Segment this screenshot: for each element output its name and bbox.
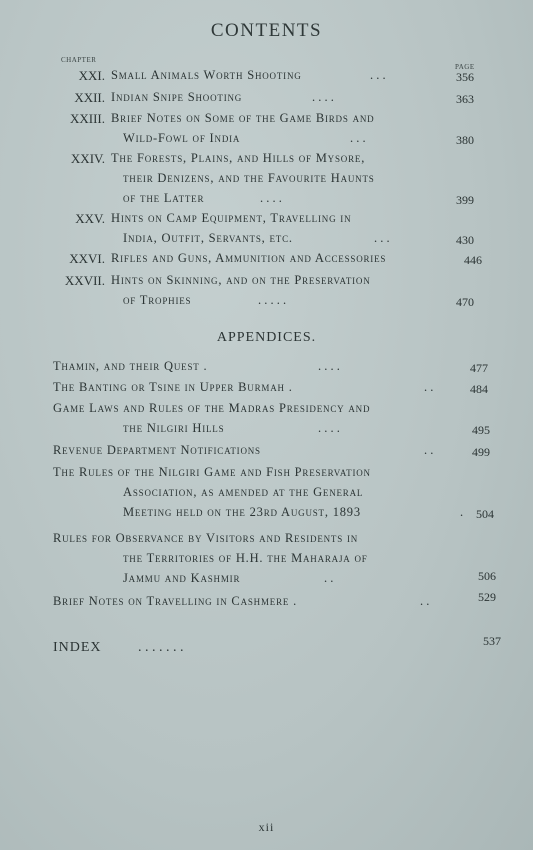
toc-entry-chapter-26 bbox=[0, 251, 533, 271]
appendix-title-continued: Meeting held on the 23rd August, 1893 bbox=[123, 505, 361, 519]
chapter-title-continued: their Denizens, and the Favourite Haunts bbox=[123, 171, 375, 185]
toc-entry-appendix-cont2 bbox=[0, 505, 533, 525]
appendix-title: The Rules of the Nilgiri Game and Fish Preservation bbox=[53, 465, 371, 479]
chapter-title: Rifles and Guns, Ammunition and Accessories bbox=[111, 251, 387, 265]
chapter-number: XXII. bbox=[74, 90, 105, 105]
leader-dots: . . . bbox=[374, 231, 390, 245]
page-number: 529 bbox=[478, 590, 496, 604]
toc-entry-appendix bbox=[0, 465, 533, 485]
page-number: 380 bbox=[456, 133, 474, 147]
leader-dots: . . bbox=[424, 380, 434, 394]
page-number: 495 bbox=[472, 423, 490, 437]
appendices-heading: APPENDICES. bbox=[216, 330, 317, 345]
toc-entry-chapter-25 bbox=[0, 211, 533, 231]
appendix-title: The Banting or Tsine in Upper Burmah . bbox=[53, 380, 293, 394]
appendix-title-continued: Jammu and Kashmir bbox=[123, 571, 241, 585]
leader-dots: . . . . bbox=[318, 359, 340, 373]
chapter-number: XXIII. bbox=[69, 111, 105, 126]
toc-entry-appendix-cont2 bbox=[0, 571, 533, 591]
chapter-title: Indian Snipe Shooting bbox=[111, 90, 243, 104]
toc-entry-chapter-22 bbox=[0, 90, 533, 110]
chapter-title-continued: of Trophies bbox=[123, 293, 192, 307]
leader-dots: . . bbox=[324, 571, 334, 585]
page-number: 504 bbox=[476, 507, 494, 521]
page-number: 363 bbox=[456, 92, 474, 106]
appendix-title: Rules for Observance by Visitors and Residents in bbox=[53, 531, 359, 545]
folio-page-number: xii bbox=[258, 820, 275, 834]
toc-entry-appendix-cont bbox=[0, 551, 533, 571]
leader-dots: . . . bbox=[350, 131, 366, 145]
chapter-title-continued: India, Outfit, Servants, etc. bbox=[123, 231, 293, 245]
chapter-title: Brief Notes on Some of the Game Birds and bbox=[111, 111, 375, 125]
leader-dots: . . . . . bbox=[258, 293, 287, 307]
chapter-number: XXVI. bbox=[69, 251, 105, 266]
toc-entry-appendix bbox=[0, 401, 533, 421]
toc-entry-appendix bbox=[0, 531, 533, 551]
page-number: 430 bbox=[456, 233, 474, 247]
toc-entry-chapter-23-cont bbox=[0, 131, 533, 151]
leader-dots: . . . . bbox=[312, 90, 334, 104]
chapter-number: XXV. bbox=[75, 211, 105, 226]
leader-dots: . . bbox=[424, 443, 434, 457]
toc-entry-appendix bbox=[0, 380, 533, 400]
toc-entry-chapter-27 bbox=[0, 273, 533, 293]
page-number: 499 bbox=[472, 445, 490, 459]
index-label: INDEX bbox=[53, 640, 102, 655]
page-number: 399 bbox=[456, 193, 474, 207]
toc-entry-chapter-23 bbox=[0, 111, 533, 131]
toc-entry-chapter-24-cont bbox=[0, 171, 533, 191]
toc-entry-appendix bbox=[0, 590, 533, 614]
toc-entry-chapter-24 bbox=[0, 151, 533, 171]
page-number: 537 bbox=[483, 634, 501, 648]
chapter-number: XXVII. bbox=[64, 273, 105, 288]
appendix-title-continued: Association, as amended at the General bbox=[123, 485, 364, 499]
page-number: 484 bbox=[470, 382, 488, 396]
appendix-title-continued: the Nilgiri Hills bbox=[123, 421, 225, 435]
page-number: 470 bbox=[456, 295, 474, 309]
toc-entry-chapter-27-cont bbox=[0, 293, 533, 313]
chapter-title: Small Animals Worth Shooting bbox=[111, 68, 302, 82]
chapter-column-header: CHAPTER bbox=[61, 56, 97, 64]
page-number: 506 bbox=[478, 569, 496, 583]
toc-entry-appendix bbox=[0, 359, 533, 379]
appendix-title: Thamin, and their Quest . bbox=[53, 359, 208, 373]
chapter-number: XXIV. bbox=[70, 151, 105, 166]
leader-dots: . . . . . . . bbox=[138, 640, 184, 655]
chapter-title: The Forests, Plains, and Hills of Mysore, bbox=[111, 151, 366, 165]
appendix-title: Game Laws and Rules of the Madras Presidency and bbox=[53, 401, 371, 415]
toc-entry-appendix-cont bbox=[0, 421, 533, 441]
toc-entry-appendix-cont bbox=[0, 485, 533, 505]
toc-entry-chapter-24-cont2 bbox=[0, 191, 533, 211]
toc-entry-appendix bbox=[0, 443, 533, 463]
page-number: 477 bbox=[470, 361, 488, 375]
page-number: 356 bbox=[456, 70, 474, 84]
chapter-title-continued: of the Latter bbox=[123, 191, 205, 205]
appendix-title: Revenue Department Notifications bbox=[53, 443, 261, 457]
leader-dots: . . . . bbox=[318, 421, 340, 435]
leader-dots: . . . . bbox=[260, 191, 282, 205]
leader-dots: . bbox=[460, 505, 464, 519]
page-number: 446 bbox=[464, 253, 482, 267]
page-title: CONTENTS bbox=[210, 20, 323, 41]
leader-dots: . . bbox=[420, 594, 430, 608]
leader-dots: . . . bbox=[370, 68, 386, 82]
chapter-title: Hints on Camp Equipment, Travelling in bbox=[111, 211, 352, 225]
toc-entry-chapter-21 bbox=[0, 68, 533, 88]
appendix-title-continued: the Territories of H.H. the Maharaja of bbox=[123, 551, 368, 565]
chapter-title: Hints on Skinning, and on the Preservation bbox=[111, 273, 371, 287]
toc-entry-chapter-25-cont bbox=[0, 231, 533, 251]
appendix-title: Brief Notes on Travelling in Cashmere . bbox=[53, 594, 298, 608]
chapter-number: XXI. bbox=[78, 68, 105, 83]
chapter-title-continued: Wild-Fowl of India bbox=[123, 131, 241, 145]
page-column-header: PAGE bbox=[455, 63, 475, 71]
